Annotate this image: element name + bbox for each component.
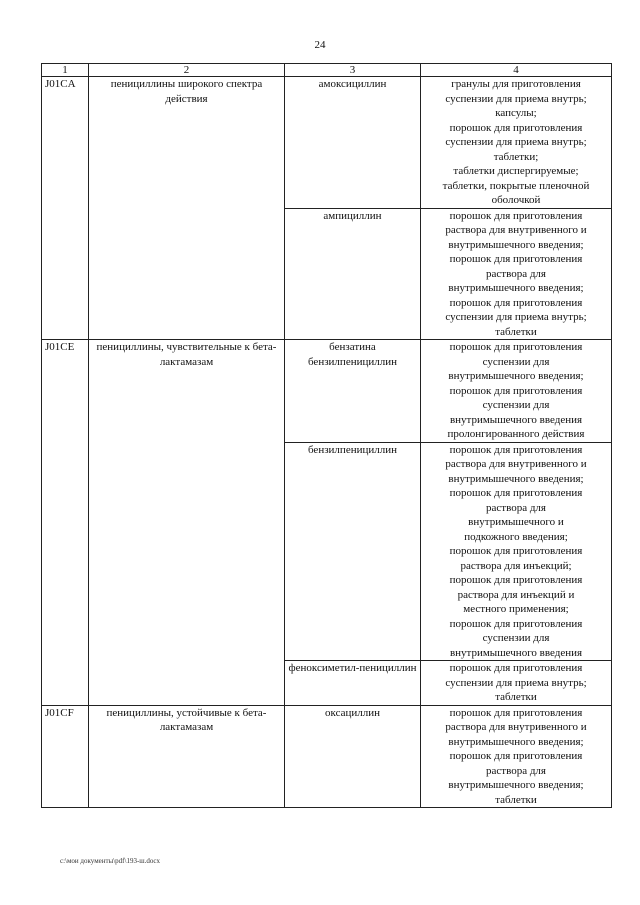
dosage-form-line: суспензии для	[482, 355, 550, 368]
dosage-forms-cell	[421, 77, 612, 209]
dosage-form-line: порошок для приготовления	[449, 545, 583, 557]
group-name-cell: пенициллины, устойчивые к бета-лактамазам	[89, 705, 285, 808]
dosage-form-line: внутримышечного и	[468, 516, 564, 528]
dosage-form-line: внутримышечного введения;	[448, 238, 584, 251]
page-number: 24	[314, 39, 326, 51]
drug-table	[41, 63, 612, 808]
dosage-form-line: внутримышечного введения;	[448, 472, 584, 485]
dosage-form-line: внутримышечного введения;	[448, 370, 584, 382]
dosage-form-line: суспензии для приема внутрь;	[445, 136, 587, 148]
dosage-form-line: таблетки	[495, 691, 537, 703]
dosage-form-line: порошок для приготовления	[449, 750, 583, 762]
dosage-form-line: таблетки, покрытые пленочной	[442, 179, 590, 192]
dosage-forms-cell	[421, 208, 612, 340]
column-header-2: 2	[89, 64, 285, 77]
dosage-form-line: порошок для приготовления	[449, 574, 583, 586]
column-header-4: 4	[421, 64, 612, 77]
dosage-form-line: внутримышечного введения	[449, 413, 583, 426]
dosage-form-line: порошок для приготовления	[449, 341, 583, 353]
dosage-form-line: внутримышечного введения;	[448, 735, 584, 748]
dosage-form-line: раствора для	[486, 267, 546, 280]
dosage-form-line: порошок для приготовления	[449, 384, 583, 397]
column-header-1: 1	[42, 64, 89, 77]
atc-code-cell: J01CF	[42, 705, 89, 808]
table-row	[42, 340, 612, 443]
dosage-form-line: местного применения;	[463, 603, 569, 615]
dosage-form-line: суспензии для	[482, 399, 550, 411]
drug-name-cell: бензатина бензилпенициллин	[285, 340, 421, 443]
table-row	[42, 705, 612, 808]
dosage-form-line: раствора для внутривенного и	[445, 458, 587, 470]
drug-name-cell: оксациллин	[285, 705, 421, 808]
dosage-form-line: пролонгированного действия	[447, 428, 585, 440]
dosage-form-line: капсулы;	[495, 107, 537, 119]
drug-name-cell: амоксициллин	[285, 77, 421, 209]
dosage-form-line: раствора для	[486, 501, 546, 514]
dosage-form-line: таблетки	[495, 793, 537, 806]
dosage-form-line: порошок для приготовления	[449, 487, 583, 499]
dosage-form-line: порошок для приготовления	[449, 296, 583, 309]
footer-file-path: c:\мои документы\pdf\193-ш.docx	[60, 857, 161, 865]
dosage-form-line: суспензии для приема внутрь;	[445, 92, 587, 105]
dosage-form-line: раствора для внутривенного и	[445, 721, 587, 733]
dosage-forms-cell	[421, 442, 612, 661]
dosage-form-line: таблетки диспергируемые;	[453, 165, 579, 177]
dosage-form-line: раствора для инъекций;	[460, 559, 572, 572]
dosage-form-line: таблетки;	[493, 150, 539, 163]
column-header-3: 3	[285, 64, 421, 77]
dosage-form-line: оболочкой	[491, 194, 541, 206]
dosage-form-line: внутримышечного введения;	[448, 282, 584, 294]
drug-name-cell: феноксиметил-пенициллин	[285, 661, 421, 706]
table-body	[42, 77, 612, 808]
dosage-forms-cell	[421, 705, 612, 808]
dosage-form-line: раствора для инъекций и	[457, 588, 575, 601]
dosage-forms-cell	[421, 340, 612, 443]
atc-code-cell: J01CA	[42, 77, 89, 340]
dosage-form-line: гранулы для приготовления	[451, 78, 581, 90]
dosage-form-line: суспензии для	[482, 632, 550, 644]
dosage-form-line: порошок для приготовления	[449, 706, 583, 719]
group-name-cell: пенициллины широкого спектра действия	[89, 77, 285, 340]
group-name-cell: пенициллины, чувствительные к бета-лактамазам	[89, 340, 285, 706]
dosage-form-line: порошок для приготовления	[449, 121, 583, 134]
dosage-form-line: внутримышечного введения	[449, 646, 583, 659]
header-row	[42, 64, 612, 77]
dosage-form-line: суспензии для приема внутрь;	[445, 311, 587, 323]
drug-name-cell: ампициллин	[285, 208, 421, 340]
dosage-form-line: раствора для	[486, 764, 546, 777]
dosage-form-line: порошок для приготовления	[449, 662, 583, 674]
dosage-form-line: таблетки	[495, 325, 537, 338]
dosage-form-line: внутримышечного введения;	[448, 779, 584, 791]
atc-code-cell: J01CE	[42, 340, 89, 706]
table-row	[42, 77, 612, 209]
dosage-form-line: порошок для приготовления	[449, 253, 583, 265]
drug-name-cell: бензилпенициллин	[285, 442, 421, 661]
dosage-forms-cell	[421, 661, 612, 706]
dosage-form-line: порошок для приготовления	[449, 209, 583, 222]
dosage-form-line: порошок для приготовления	[449, 443, 583, 456]
dosage-form-line: подкожного введения;	[464, 530, 568, 543]
dosage-form-line: суспензии для приема внутрь;	[445, 676, 587, 689]
dosage-form-line: раствора для внутривенного и	[445, 224, 587, 236]
dosage-form-line: порошок для приготовления	[449, 617, 583, 630]
